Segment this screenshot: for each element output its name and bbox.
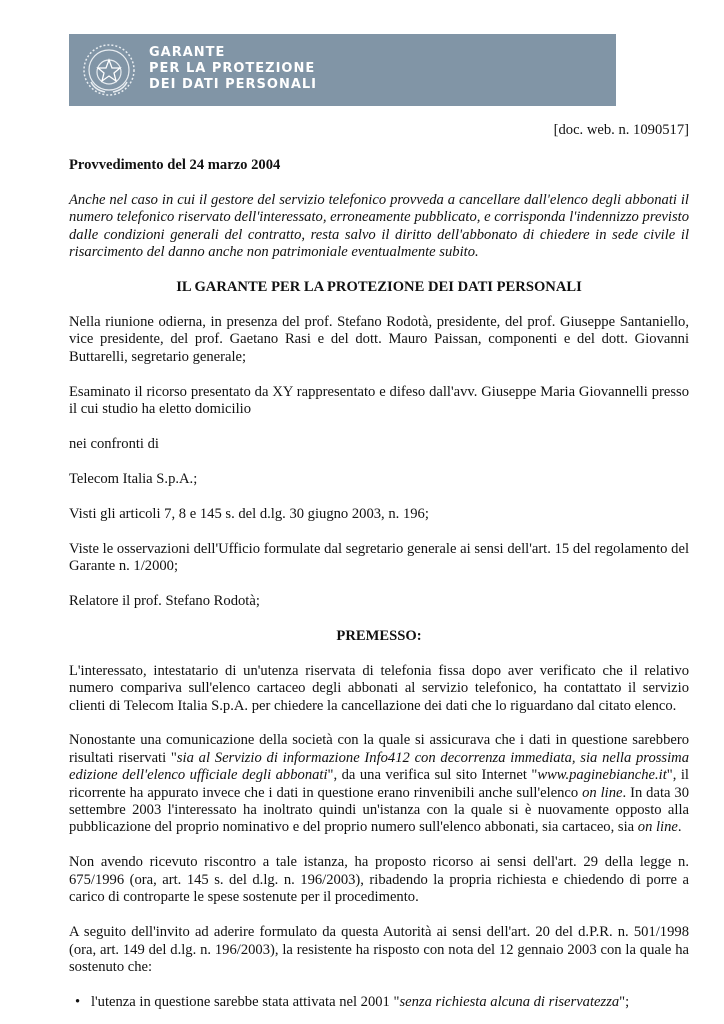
text-run: ";	[619, 993, 630, 1010]
banner-line: PER LA PROTEZIONE	[149, 61, 316, 76]
document-title: Provvedimento del 24 marzo 2004	[69, 156, 281, 173]
italic-quote: senza richiesta alcuna di riservatezza	[399, 993, 620, 1010]
text-run: Nonostante una comunicazione della società con la quale si assicurava che i dati in questione sarebbero risultati riservati "	[69, 732, 689, 766]
intro-paragraph: Relatore il prof. Stefano Rodotà;	[69, 592, 260, 609]
text-run: . In data 30 settembre 2003 l'interessato ha inoltrato quindi un'istanza con la quale si è nuovamente opposto alla pubblicazione del proprio nominativo e del proprio numero sull'elenco abbonati, sia cartaceo, sia	[69, 784, 689, 836]
garante-banner	[69, 34, 616, 106]
italic-term: on line	[637, 819, 678, 836]
premesso-paragraph	[69, 732, 689, 836]
doc-reference: [doc. web. n. 1090517]	[553, 122, 689, 138]
intro-paragraph: Telecom Italia S.p.A.;	[69, 470, 198, 487]
italic-term: on line	[582, 784, 623, 801]
intro-paragraph: Nella riunione odierna, in presenza del prof. Stefano Rodotà, presidente, del prof. Giuseppe Santaniello, vice presidente, del prof. Gaetano Rasi e del dott. Mauro Paissan, componenti e del dott. Giovanni Buttarelli, segretario generale;	[69, 313, 689, 365]
abstract-paragraph: Anche nel caso in cui il gestore del servizio telefonico provveda a cancellare dall'elenco degli abbonati il numero telefonico riservato dell'interessato, erroneamente pubblicato, e corrisponda l'indennizzo previsto dalle condizioni generali del contratto, resta salvo il diritto dell'abbonato di chiedere in sede civile il risarcimento del danno anche non patrimoniale eventualmente subito.	[69, 191, 689, 261]
premesso-paragraph: A seguito dell'invito ad aderire formulato da questa Autorità ai sensi dell'art. 20 del d.P.R. n. 501/1998 (ora, art. 149 del d.lg. n. 196/2003), la resistente ha risposto con nota del 12 gennaio 2003 con la quale ha sostenuto che:	[69, 924, 689, 975]
intro-paragraph: Visti gli articoli 7, 8 e 145 s. del d.lg. 30 giugno 2003, n. 196;	[69, 505, 429, 522]
authority-heading: IL GARANTE PER LA PROTEZIONE DEI DATI PERSONALI	[176, 278, 582, 295]
website-name: www.paginebianche.it	[537, 767, 667, 784]
intro-paragraph: Viste le osservazioni dell'Ufficio formulate dal segretario generale ai sensi dell'art. 15 del regolamento del Garante n. 1/2000;	[69, 540, 689, 574]
intro-paragraph: Esaminato il ricorso presentato da XY rappresentato e difeso dall'avv. Giuseppe Maria Giovannelli presso il cui studio ha eletto domicilio	[69, 383, 689, 417]
banner-line: DEI DATI PERSONALI	[149, 77, 318, 92]
text-run: ", il ricorrente ha appurato invece che i dati in questione erano rinvenibili anche sull'elenco	[69, 767, 689, 801]
intro-paragraph: nei confronti di	[69, 435, 159, 452]
text-run: ", da una verifica sul sito Internet "	[327, 767, 538, 784]
text-run: l'utenza in questione sarebbe stata attivata nel 2001 "	[91, 993, 400, 1010]
banner-title	[149, 45, 317, 93]
list-item	[75, 993, 689, 1011]
document-body	[69, 122, 689, 1011]
premesso-paragraph: Non avendo ricevuto riscontro a tale istanza, ha proposto ricorso ai sensi dell'art. 29 della legge n. 675/1996 (ora, art. 145 s. del d.lg. n. 196/2003), ribadendo la propria richiesta e chiedendo di porre a carico di controparte le spese sostenute per il procedimento.	[69, 854, 689, 906]
premesso-paragraph: L'interessato, intestatario di un'utenza riservata di telefonia fissa dopo aver verificato che il relativo numero compariva sull'elenco cartaceo degli abbonati al servizio telefonico, ha contattato il servizio clienti di Telecom Italia S.p.A. per chiedere la cancellazione dei dati che lo riguardano dal citato elenco.	[69, 662, 689, 714]
banner-line: GARANTE	[149, 45, 226, 60]
italian-republic-emblem-icon	[81, 42, 137, 98]
bullet-marker: •	[75, 993, 81, 1010]
premesso-heading: PREMESSO:	[336, 627, 422, 644]
italic-quote: sia al Servizio di informazione Info412 con decorrenza immediata, sia nella prossima edizione dell'elenco ufficiale degli abbonati	[69, 749, 689, 784]
text-run: .	[677, 819, 682, 836]
bullet-list	[69, 994, 689, 1011]
